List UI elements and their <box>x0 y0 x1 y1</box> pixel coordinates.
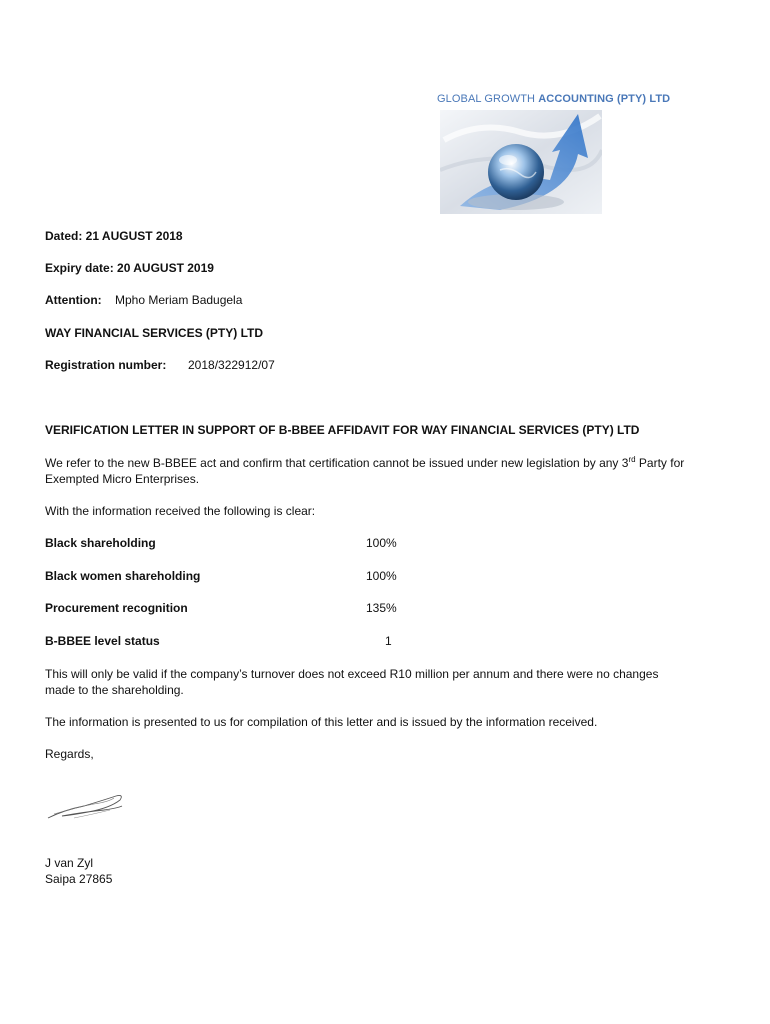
attention-line <box>45 293 242 308</box>
item-label-black-women-shareholding: Black women shareholding <box>45 569 201 583</box>
item-label-procurement-recognition: Procurement recognition <box>45 601 188 615</box>
item-value-black-shareholding: 100% <box>366 536 397 550</box>
signatory-name: J van Zyl <box>45 856 94 870</box>
attention-value: Mpho Meriam Badugela <box>115 293 243 307</box>
registration-line <box>45 358 166 373</box>
item-label-black-shareholding: Black shareholding <box>45 536 156 550</box>
presented-statement: The information is presented to us for compilation of this letter and is issued by the information received. <box>45 715 598 729</box>
dated-line: Dated: 21 AUGUST 2018 <box>45 229 183 243</box>
letter-subject: VERIFICATION LETTER IN SUPPORT OF B-BBEE AFFIDAVIT FOR WAY FINANCIAL SERVICES (PTY) LTD <box>45 423 640 437</box>
expiry-date-line: Expiry date: 20 AUGUST 2019 <box>45 261 214 275</box>
globe-arrow-logo-icon <box>440 110 602 214</box>
item-value-black-women-shareholding: 100% <box>366 569 397 583</box>
intro-text-line2: Exempted Micro Enterprises. <box>45 472 200 486</box>
logo-name-part1: GLOBAL GROWTH <box>437 93 539 105</box>
signatory-saipa-number: Saipa 27865 <box>45 872 113 886</box>
validity-paragraph <box>45 666 735 698</box>
company-logo-name <box>437 93 670 105</box>
attention-label: Attention: <box>45 293 102 307</box>
intro-paragraph <box>45 455 735 487</box>
validity-line1: This will only be valid if the company’s turnover does not exceed R10 million per annum and there were no changes <box>45 667 659 681</box>
item-value-procurement-recognition: 135% <box>366 601 397 615</box>
intro-superscript: rd <box>628 455 636 464</box>
info-intro: With the information received the following is clear: <box>45 504 316 518</box>
logo-name-part2: ACCOUNTING (PTY) LTD <box>538 93 671 105</box>
item-label-bbbee-level-status: B-BBEE level status <box>45 634 160 648</box>
regards-closing: Regards, <box>45 747 94 761</box>
registration-value: 2018/322912/07 <box>188 358 275 372</box>
intro-text-part1: We refer to the new B-BBEE act and confirm that certification cannot be issued under new legislation by any 3 <box>45 456 629 470</box>
handwritten-signature-icon <box>44 788 134 824</box>
company-name: WAY FINANCIAL SERVICES (PTY) LTD <box>45 326 264 340</box>
item-value-bbbee-level-status: 1 <box>385 634 392 648</box>
registration-label: Registration number: <box>45 358 167 372</box>
validity-line2: made to the shareholding. <box>45 683 184 697</box>
intro-text-part2: Party for <box>635 456 685 470</box>
